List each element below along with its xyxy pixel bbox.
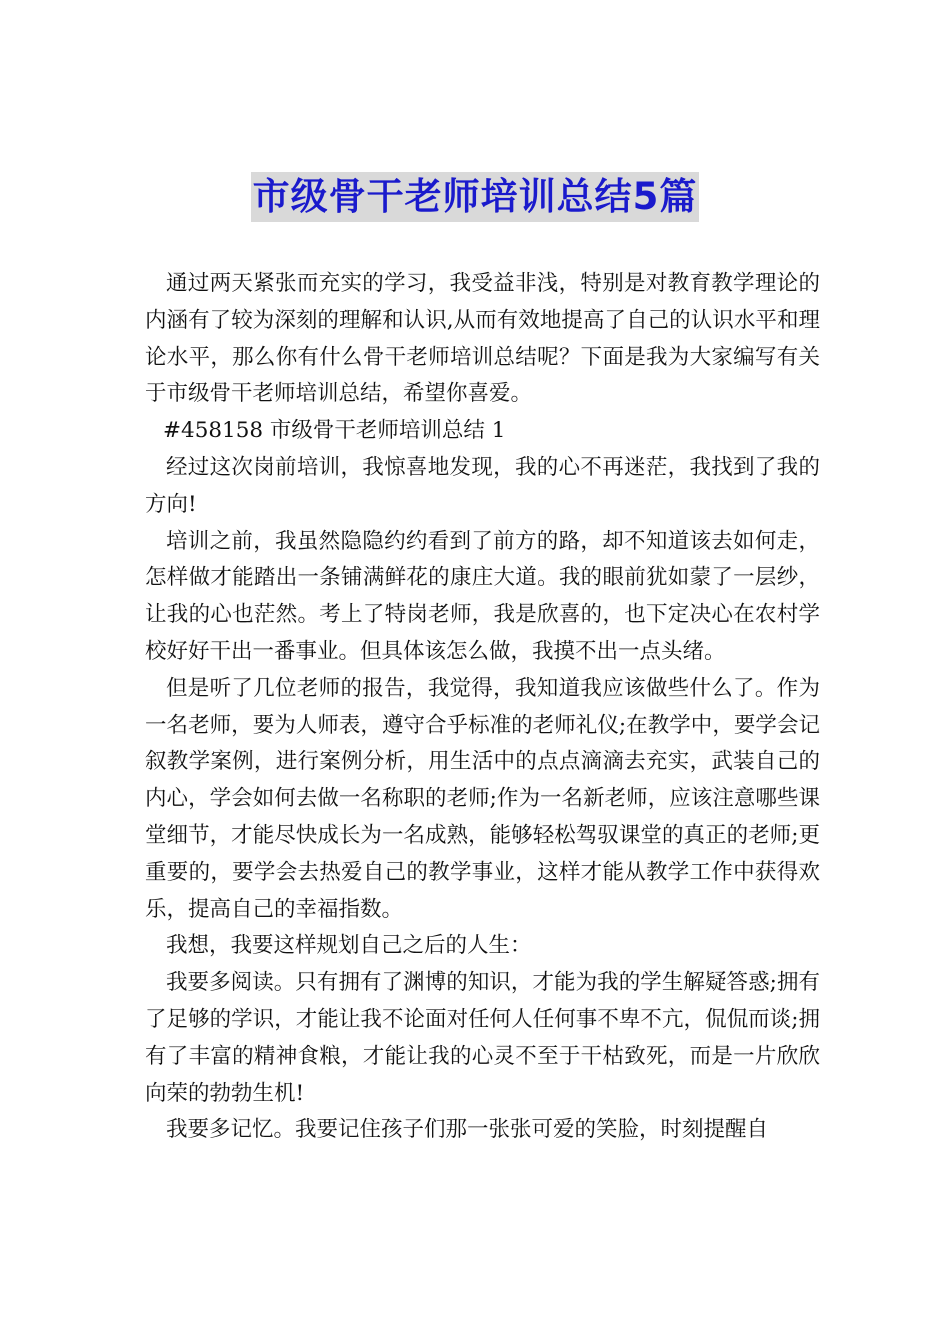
body-paragraph: 但是听了几位老师的报告，我觉得，我知道我应该做些什么了。作为一名老师，要为人师表，遵守合乎标准的老师礼仪;在教学中，要学会记叙教学案例，进行案例分析，用生活中的点点滴滴去充实，武装自己的内心，学会如何去做一名称职的老师;作为一名新老师，应该注意哪些课堂细节，才能尽快成长为一名成熟，能够轻松驾驭课堂的真正的老师;更重要的，要学会去热爱自己的教学事业，这样才能从教学工作中获得欢乐，提高自己的幸福指数。 [145,675,820,922]
document-body [145,266,820,1149]
document-title: 市级骨干老师培训总结5篇 [251,172,700,222]
body-paragraph: 我要多记忆。我要记住孩子们那一张张可爱的笑脸，时刻提醒自 [166,1117,769,1143]
section-heading: #458158 市级骨干老师培训总结 1 [163,418,506,444]
title-container [0,172,950,222]
intro-paragraph: 通过两天紧张而充实的学习，我受益非浅，特别是对教育教学理论的内涵有了较为深刻的理解和认识,从而有效地提高了自己的认识水平和理论水平，那么你有什么骨干老师培训总结呢？下面是我为大家编写有关于市级骨干老师培训总结，希望你喜爱。 [145,271,820,407]
body-paragraph: 经过这次岗前培训，我惊喜地发现，我的心不再迷茫，我找到了我的方向! [145,454,820,517]
body-paragraph: 我想，我要这样规划自己之后的人生： [166,933,532,959]
body-paragraph: 我要多阅读。只有拥有了渊博的知识，才能为我的学生解疑答惑;拥有了足够的学识，才能让我不论面对任何人任何事不卑不亢，侃侃而谈;拥有了丰富的精神食粮，才能让我的心灵不至于干枯致死，而是一片欣欣向荣的勃勃生机! [145,970,820,1106]
body-paragraph: 培训之前，我虽然隐隐约约看到了前方的路，却不知道该去如何走，怎样做才能踏出一条铺满鲜花的康庄大道。我的眼前犹如蒙了一层纱，让我的心也茫然。考上了特岗老师，我是欣喜的，也下定决心在农村学校好好干出一番事业。但具体该怎么做，我摸不出一点头绪。 [145,528,820,664]
